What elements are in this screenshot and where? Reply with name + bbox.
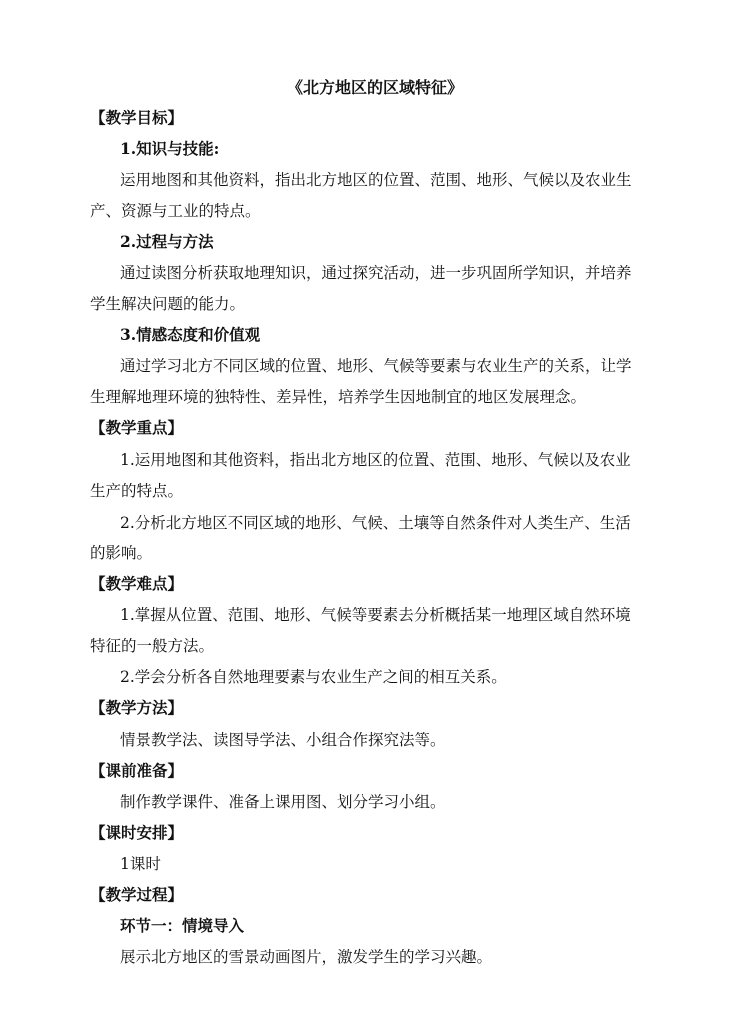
objective-3-text-line: 生理解地理环境的独特性、差异性，培养学生因地制宜的地区发展理念。 bbox=[90, 388, 587, 406]
process-step-1-title: 环节一：情境导入 bbox=[120, 916, 245, 935]
objective-1-text-line: 产、资源与工业的特点。 bbox=[90, 202, 261, 220]
objective-3-text-line: 通过学习北方不同区域的位置、地形、气候等要素与农业生产的关系，让学 bbox=[120, 357, 632, 375]
difficulty-1-line: 1.掌握从位置、范围、地形、气候等要素去分析概括某一地理区域自然环境 bbox=[120, 606, 631, 624]
objectives-heading: 【教学目标】 bbox=[90, 108, 184, 127]
objective-1-title: 1.知识与技能: bbox=[120, 139, 220, 158]
schedule-text: 1课时 bbox=[120, 855, 161, 873]
process-heading: 【教学过程】 bbox=[90, 885, 184, 904]
difficulty-2-line: 2.学会分析各自然地理要素与农业生产之间的相互关系。 bbox=[120, 668, 507, 686]
key-point-1-line: 1.运用地图和其他资料，指出北方地区的位置、范围、地形、气候以及农业 bbox=[120, 451, 631, 469]
difficulties-heading: 【教学难点】 bbox=[90, 574, 184, 593]
objective-3-title: 3.情感态度和价值观 bbox=[120, 325, 261, 344]
objective-1-text-line: 运用地图和其他资料，指出北方地区的位置、范围、地形、气候以及农业生 bbox=[120, 171, 632, 189]
objective-2-title: 2.过程与方法 bbox=[120, 232, 214, 251]
objective-2-text-line: 通过读图分析获取地理知识，通过探究活动，进一步巩固所学知识，并培养 bbox=[120, 264, 632, 282]
preparation-text: 制作教学课件、准备上课用图、划分学习小组。 bbox=[120, 793, 446, 811]
preparation-heading: 【课前准备】 bbox=[90, 761, 184, 780]
process-step-1-text: 展示北方地区的雪景动画图片，激发学生的学习兴趣。 bbox=[120, 948, 493, 966]
schedule-heading: 【课时安排】 bbox=[90, 823, 184, 842]
key-point-1-line: 生产的特点。 bbox=[90, 482, 184, 500]
key-point-2-line: 的影响。 bbox=[90, 544, 153, 562]
methods-heading: 【教学方法】 bbox=[90, 698, 184, 717]
difficulty-1-line: 特征的一般方法。 bbox=[90, 637, 215, 655]
key-point-2-line: 2.分析北方地区不同区域的地形、气候、土壤等自然条件对人类生产、生活 bbox=[120, 514, 631, 532]
key-points-heading: 【教学重点】 bbox=[90, 418, 184, 437]
document-title: 《北方地区的区域特征》 bbox=[287, 78, 464, 97]
objective-2-text-line: 学生解决问题的能力。 bbox=[90, 295, 246, 313]
methods-text: 情景教学法、读图导学法、小组合作探究法等。 bbox=[120, 731, 446, 749]
